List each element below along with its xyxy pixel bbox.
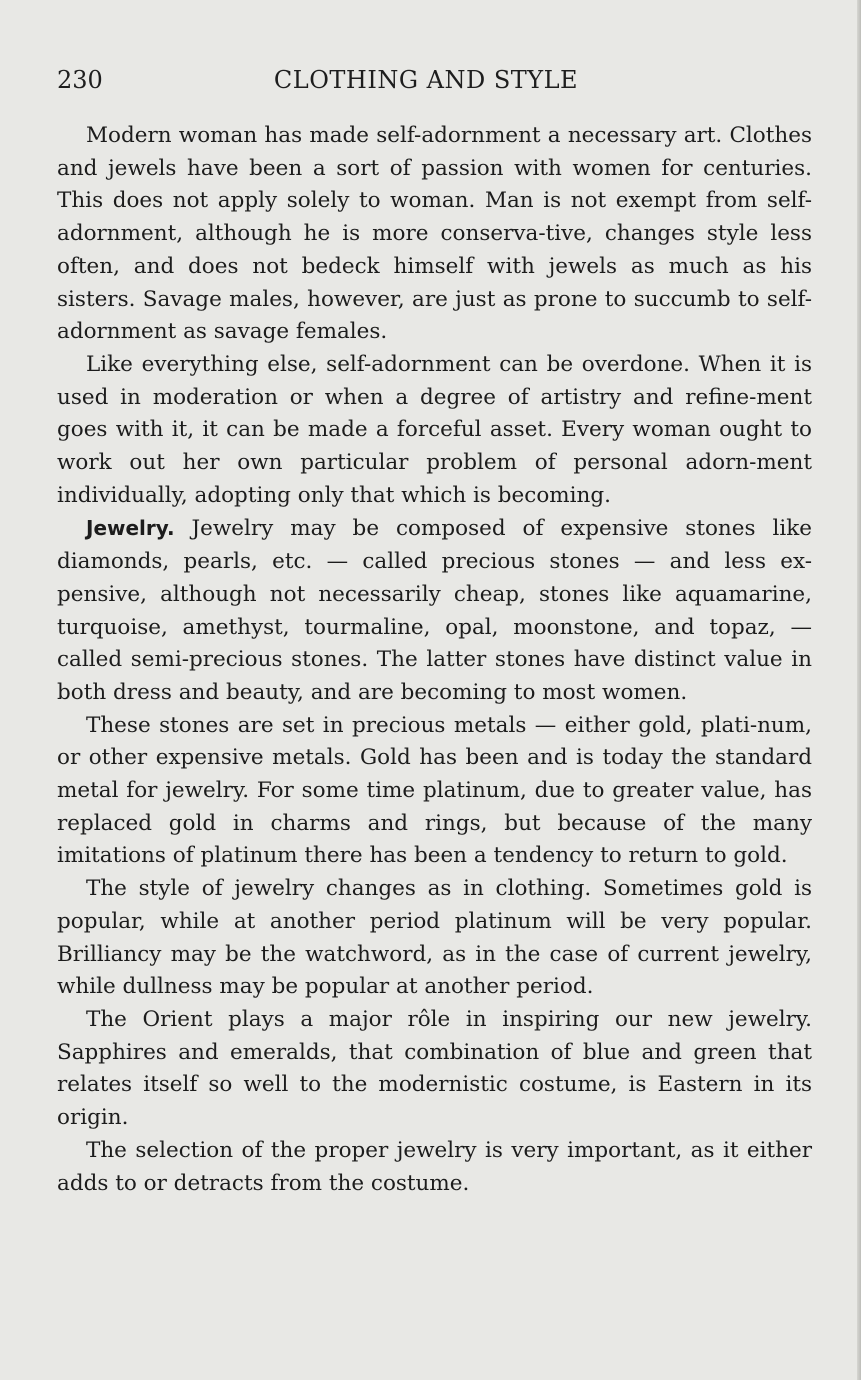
page-number: 230: [57, 66, 103, 94]
paragraph-text: These stones are set in precious metals — either gold, plati-num, or other expensive metals. Gold has been and is today the standard metal for jewelry. For some time platinum, due to greater value, has replaced gold in charms and rings, but because of the many imitations of platinum there has been a tendency to return to gold.: [57, 712, 812, 869]
paragraph-precious-metals: [57, 710, 812, 874]
paragraph-jewelry: [57, 512, 812, 709]
paragraph-text: The selection of the proper jewelry is very important, as it either adds to or detracts from the costume.: [57, 1137, 812, 1196]
paragraph-orient: [57, 1004, 812, 1135]
section-lead-jewelry: Jewelry.: [86, 516, 175, 541]
page-header: [57, 66, 795, 102]
paragraph-self-adornment-intro: [57, 120, 812, 349]
body-text: [57, 120, 812, 1200]
paragraph-text: Jewelry may be composed of expensive stones like diamonds, pearls, etc. — called precious stones — and less ex-pensive, although not necessarily cheap, stones like aquamarine, turquoise, amethyst, tourmaline, opal, moonstone, and topaz, — called semi-precious stones. The latter stones have distinct value in both dress and beauty, and are becoming to most women.: [57, 516, 812, 705]
paragraph-selection: [57, 1135, 812, 1200]
paragraph-text: Like everything else, self-adornment can be overdone. When it is used in moderation or when a degree of artistry and refine-ment goes with it, it can be made a forceful asset. Every woman ought to work out her own particular problem of personal adorn-ment individually, adopting only that which is becoming.: [57, 351, 812, 508]
paragraph-style-changes: [57, 873, 812, 1004]
paragraph-overdone: [57, 349, 812, 513]
paragraph-text: Modern woman has made self-adornment a necessary art. Clothes and jewels have been a sort of passion with women for centuries. This does not apply solely to woman. Man is not exempt from self-adornment, although he is more conserva-tive, changes style less often, and does not bedeck himself with jewels as much as his sisters. Savage males, however, are just as prone to succumb to self-adornment as savage females.: [57, 123, 812, 345]
paragraph-text: The style of jewelry changes as in clothing. Sometimes gold is popular, while at another period platinum will be very popular. Brilliancy may be the watchword, as in the case of current jewelry, while dullness may be popular at another period.: [57, 876, 812, 1000]
paragraph-text: The Orient plays a major rôle in inspiring our new jewelry. Sapphires and emeralds, that combination of blue and green that relates itself so well to the modernistic costume, is Eastern in its origin.: [57, 1006, 812, 1131]
page-edge: [857, 0, 861, 1380]
running-title: CLOTHING AND STYLE: [273, 66, 579, 94]
